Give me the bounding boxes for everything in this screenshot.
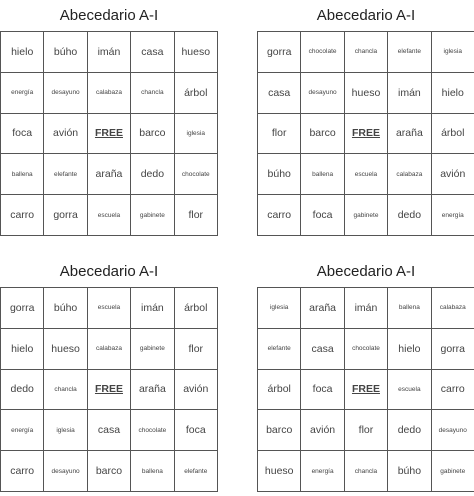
bingo-cell: imán bbox=[388, 73, 431, 114]
bingo-cell: energía bbox=[1, 410, 44, 451]
bingo-card-2 bbox=[257, 0, 474, 236]
bingo-cell: calabaza bbox=[88, 329, 131, 370]
bingo-cell: casa bbox=[301, 329, 344, 370]
bingo-cell: árbol bbox=[175, 288, 218, 329]
bingo-cell: búho bbox=[44, 32, 87, 73]
bingo-cell: casa bbox=[131, 32, 174, 73]
bingo-card-3 bbox=[0, 256, 218, 492]
bingo-cell: gorra bbox=[258, 32, 301, 73]
bingo-cell: imán bbox=[88, 32, 131, 73]
bingo-grid bbox=[0, 31, 218, 236]
bingo-cell: iglesia bbox=[258, 288, 301, 329]
bingo-cell: barco bbox=[258, 410, 301, 451]
bingo-grid bbox=[257, 31, 474, 236]
bingo-cell: hueso bbox=[175, 32, 218, 73]
bingo-cell: calabaza bbox=[432, 288, 474, 329]
bingo-cell: araña bbox=[131, 370, 174, 411]
free-space: FREE bbox=[88, 370, 131, 411]
bingo-cell: iglesia bbox=[432, 32, 474, 73]
free-space: FREE bbox=[345, 114, 388, 155]
bingo-cell: dedo bbox=[388, 195, 431, 236]
bingo-cell: gabinete bbox=[345, 195, 388, 236]
bingo-cell: chocolate bbox=[345, 329, 388, 370]
card-title: Abecedario A-I bbox=[316, 263, 416, 280]
bingo-cell: hueso bbox=[44, 329, 87, 370]
bingo-grid bbox=[257, 287, 474, 492]
bingo-cell: chancla bbox=[345, 32, 388, 73]
bingo-cell: gabinete bbox=[131, 329, 174, 370]
bingo-cell: árbol bbox=[432, 114, 474, 155]
bingo-cell: foca bbox=[301, 370, 344, 411]
bingo-cell: energía bbox=[301, 451, 344, 492]
bingo-cell: carro bbox=[1, 195, 44, 236]
bingo-cell: escuela bbox=[88, 288, 131, 329]
bingo-cell: dedo bbox=[131, 154, 174, 195]
bingo-cell: avión bbox=[44, 114, 87, 155]
bingo-cell: calabaza bbox=[88, 73, 131, 114]
free-space: FREE bbox=[345, 370, 388, 411]
bingo-cell: avión bbox=[432, 154, 474, 195]
bingo-cell: desayuno bbox=[432, 410, 474, 451]
bingo-cell: flor bbox=[175, 329, 218, 370]
bingo-cell: elefante bbox=[258, 329, 301, 370]
bingo-grid bbox=[0, 287, 218, 492]
card-title: Abecedario A-I bbox=[316, 7, 416, 24]
bingo-cell: chocolate bbox=[175, 154, 218, 195]
bingo-cell: araña bbox=[388, 114, 431, 155]
bingo-cell: hueso bbox=[345, 73, 388, 114]
bingo-card-4 bbox=[257, 256, 474, 492]
bingo-cell: energía bbox=[1, 73, 44, 114]
bingo-cell: carro bbox=[432, 370, 474, 411]
card-title: Abecedario A-I bbox=[59, 7, 159, 24]
bingo-cell: ballena bbox=[388, 288, 431, 329]
bingo-cell: elefante bbox=[388, 32, 431, 73]
bingo-cell: búho bbox=[258, 154, 301, 195]
bingo-cell: avión bbox=[301, 410, 344, 451]
bingo-cell: chancla bbox=[44, 370, 87, 411]
bingo-cell: búho bbox=[388, 451, 431, 492]
bingo-cell: araña bbox=[301, 288, 344, 329]
bingo-cell: escuela bbox=[345, 154, 388, 195]
bingo-cell: desayuno bbox=[44, 451, 87, 492]
bingo-cell: energía bbox=[432, 195, 474, 236]
bingo-cell: barco bbox=[88, 451, 131, 492]
card-title: Abecedario A-I bbox=[59, 263, 159, 280]
bingo-cell: iglesia bbox=[44, 410, 87, 451]
bingo-cell: ballena bbox=[301, 154, 344, 195]
bingo-cell: desayuno bbox=[301, 73, 344, 114]
bingo-cell: gorra bbox=[432, 329, 474, 370]
bingo-cell: hueso bbox=[258, 451, 301, 492]
bingo-cell: flor bbox=[258, 114, 301, 155]
bingo-cell: gabinete bbox=[432, 451, 474, 492]
bingo-cell: elefante bbox=[44, 154, 87, 195]
bingo-cell: chancla bbox=[131, 73, 174, 114]
bingo-cell: gorra bbox=[1, 288, 44, 329]
bingo-cell: dedo bbox=[388, 410, 431, 451]
bingo-cell: gabinete bbox=[131, 195, 174, 236]
bingo-cell: búho bbox=[44, 288, 87, 329]
bingo-cell: carro bbox=[258, 195, 301, 236]
bingo-cell: flor bbox=[345, 410, 388, 451]
bingo-cell: foca bbox=[175, 410, 218, 451]
bingo-cell: calabaza bbox=[388, 154, 431, 195]
bingo-cell: carro bbox=[1, 451, 44, 492]
bingo-cell: dedo bbox=[1, 370, 44, 411]
bingo-cell: árbol bbox=[258, 370, 301, 411]
bingo-cell: escuela bbox=[88, 195, 131, 236]
bingo-cell: casa bbox=[258, 73, 301, 114]
bingo-cell: foca bbox=[1, 114, 44, 155]
bingo-cell: barco bbox=[131, 114, 174, 155]
bingo-cell: hielo bbox=[1, 32, 44, 73]
bingo-cell: hielo bbox=[432, 73, 474, 114]
bingo-cell: hielo bbox=[1, 329, 44, 370]
bingo-cell: iglesia bbox=[175, 114, 218, 155]
bingo-cell: desayuno bbox=[44, 73, 87, 114]
bingo-cell: chancla bbox=[345, 451, 388, 492]
bingo-cell: elefante bbox=[175, 451, 218, 492]
bingo-cell: escuela bbox=[388, 370, 431, 411]
bingo-cell: hielo bbox=[388, 329, 431, 370]
bingo-cell: imán bbox=[131, 288, 174, 329]
bingo-cell: chocolate bbox=[301, 32, 344, 73]
bingo-card-1 bbox=[0, 0, 218, 236]
bingo-cell: ballena bbox=[131, 451, 174, 492]
bingo-cell: araña bbox=[88, 154, 131, 195]
bingo-cell: chocolate bbox=[131, 410, 174, 451]
bingo-cell: ballena bbox=[1, 154, 44, 195]
free-space: FREE bbox=[88, 114, 131, 155]
bingo-cell: avión bbox=[175, 370, 218, 411]
bingo-cell: gorra bbox=[44, 195, 87, 236]
bingo-cell: árbol bbox=[175, 73, 218, 114]
bingo-cell: flor bbox=[175, 195, 218, 236]
bingo-cell: imán bbox=[345, 288, 388, 329]
bingo-cell: barco bbox=[301, 114, 344, 155]
bingo-cell: casa bbox=[88, 410, 131, 451]
bingo-cell: foca bbox=[301, 195, 344, 236]
